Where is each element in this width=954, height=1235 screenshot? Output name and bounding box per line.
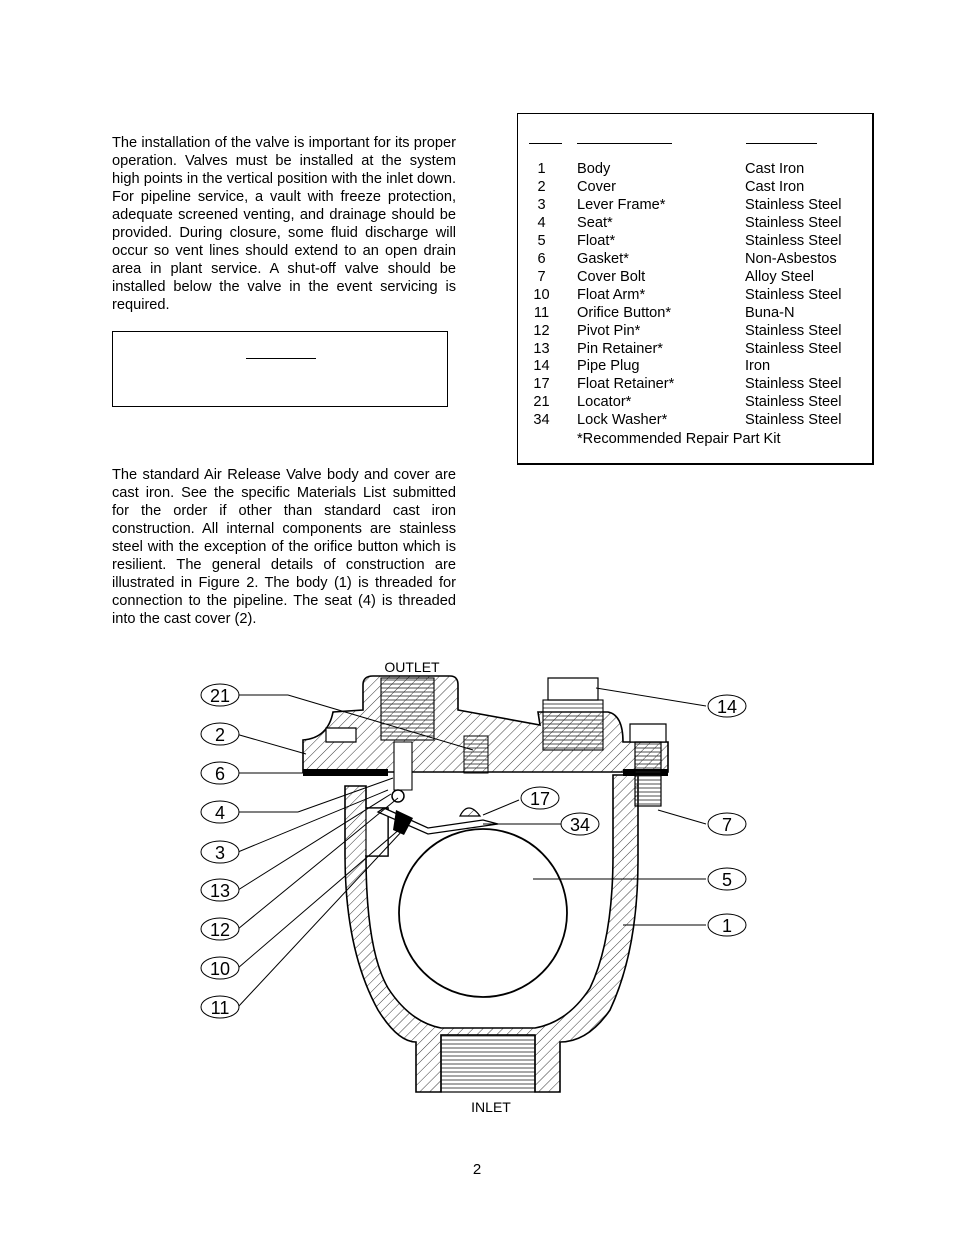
parts-table <box>518 161 865 430</box>
part-material: Iron <box>745 358 771 375</box>
parts-row <box>518 215 865 233</box>
part-material: Stainless Steel <box>745 214 842 231</box>
part-name: Cover Bolt <box>577 268 646 285</box>
part-name: Lock Washer* <box>577 412 668 429</box>
page-number: 2 <box>472 1161 482 1178</box>
part-name: Lever Frame* <box>577 196 666 213</box>
parts-row <box>518 287 865 305</box>
part-number: 6 <box>537 250 546 267</box>
part-material: Stainless Steel <box>745 394 842 411</box>
parts-list-box <box>517 113 874 465</box>
part-material: Stainless Steel <box>745 340 842 357</box>
part-name: Cover <box>577 178 616 195</box>
parts-row <box>518 179 865 197</box>
outlet-label: OUTLET <box>384 659 440 675</box>
part-number: 3 <box>537 196 546 213</box>
callout-12: 12 <box>209 920 231 940</box>
part-material: Stainless Steel <box>745 196 842 213</box>
callout-4: 4 <box>214 803 226 823</box>
callout-21: 21 <box>209 686 231 706</box>
part-name: Float Arm* <box>577 286 646 303</box>
part-number: 11 <box>533 304 550 321</box>
part-name: Pin Retainer* <box>577 340 663 357</box>
part-number: 10 <box>533 286 550 303</box>
installation-paragraph: The installation of the valve is important for its proper operation. Valves must be installed at the system high points in the vertical position with the inlet down. For pipeline service, a vault with freeze protection, adequate screened venting, and drainage should be provided. During closure, some fluid discharge will occur so vent lines should extend to an open drain area in plant service. A shut-off valve should be installed below the valve in the event servicing is required. <box>112 135 456 313</box>
part-number: 1 <box>537 161 546 177</box>
part-name: Float* <box>577 232 616 249</box>
notice-box <box>112 331 448 407</box>
inlet-label: INLET <box>471 1099 511 1115</box>
parts-row <box>518 233 865 251</box>
callout-34: 34 <box>569 815 591 835</box>
callout-11: 11 <box>210 998 230 1018</box>
callout-5: 5 <box>721 870 733 890</box>
parts-row <box>518 376 865 394</box>
part-number: 4 <box>537 214 546 231</box>
parts-row <box>518 251 865 269</box>
callout-2: 2 <box>214 725 226 745</box>
part-number: 5 <box>537 232 546 249</box>
part-number: 12 <box>533 322 550 339</box>
header-rule-no <box>529 143 562 144</box>
part-number: 17 <box>533 376 550 393</box>
part-number: 2 <box>537 178 546 195</box>
callout-10: 10 <box>209 959 231 979</box>
parts-row <box>518 305 865 323</box>
part-material: Stainless Steel <box>745 376 842 393</box>
part-material: Stainless Steel <box>745 232 842 249</box>
part-material: Buna-N <box>745 304 795 321</box>
callout-1: 1 <box>721 916 733 936</box>
part-name: Pipe Plug <box>577 358 640 375</box>
part-name: Orifice Button* <box>577 304 672 321</box>
construction-paragraph: The standard Air Release Valve body and cover are cast iron. See the specific Materials List submitted for the order if other than standard cast iron construction. All internal components are stainless steel with the exception of the orifice button which is resilient. The general details of construction are illustrated in Figure 2. The body (1) is threaded for connection to the pipeline. The seat (4) is threaded into the cast cover (2). <box>112 467 456 627</box>
header-rule-material <box>746 143 817 144</box>
callout-6: 6 <box>214 764 226 784</box>
header-rule-part <box>577 143 672 144</box>
parts-row <box>518 358 865 376</box>
part-name: Gasket* <box>577 250 629 267</box>
part-name: Seat* <box>577 214 613 231</box>
callout-14: 14 <box>716 697 738 717</box>
parts-row <box>518 394 865 412</box>
parts-row <box>518 269 865 287</box>
gasket-left <box>303 769 388 776</box>
part-number: 34 <box>533 412 550 429</box>
part-material: Cast Iron <box>745 178 805 195</box>
part-name: Float Retainer* <box>577 376 675 393</box>
lever-and-float-assembly <box>378 790 567 997</box>
parts-row <box>518 341 865 359</box>
part-material: Stainless Steel <box>745 286 842 303</box>
part-name: Pivot Pin* <box>577 322 641 339</box>
parts-footnote: *Recommended Repair Part Kit <box>577 431 781 447</box>
callout-17: 17 <box>529 789 551 809</box>
parts-row <box>518 161 865 179</box>
part-material: Stainless Steel <box>745 412 842 429</box>
part-number: 21 <box>533 394 550 411</box>
part-number: 7 <box>537 268 546 285</box>
parts-row <box>518 412 865 430</box>
parts-row <box>518 323 865 341</box>
part-name: Body <box>577 161 611 177</box>
callout-3: 3 <box>214 843 226 863</box>
callout-13: 13 <box>209 881 231 901</box>
valve-cross-section-diagram <box>198 650 758 1120</box>
part-name: Locator* <box>577 394 632 411</box>
part-material: Non-Asbestos <box>745 250 837 267</box>
part-number: 14 <box>533 358 550 375</box>
part-material: Cast Iron <box>745 161 805 177</box>
notice-heading-rule <box>246 358 316 359</box>
part-material: Alloy Steel <box>745 268 814 285</box>
part-number: 13 <box>533 340 550 357</box>
part-material: Stainless Steel <box>745 322 842 339</box>
parts-row <box>518 197 865 215</box>
callout-7: 7 <box>721 815 733 835</box>
